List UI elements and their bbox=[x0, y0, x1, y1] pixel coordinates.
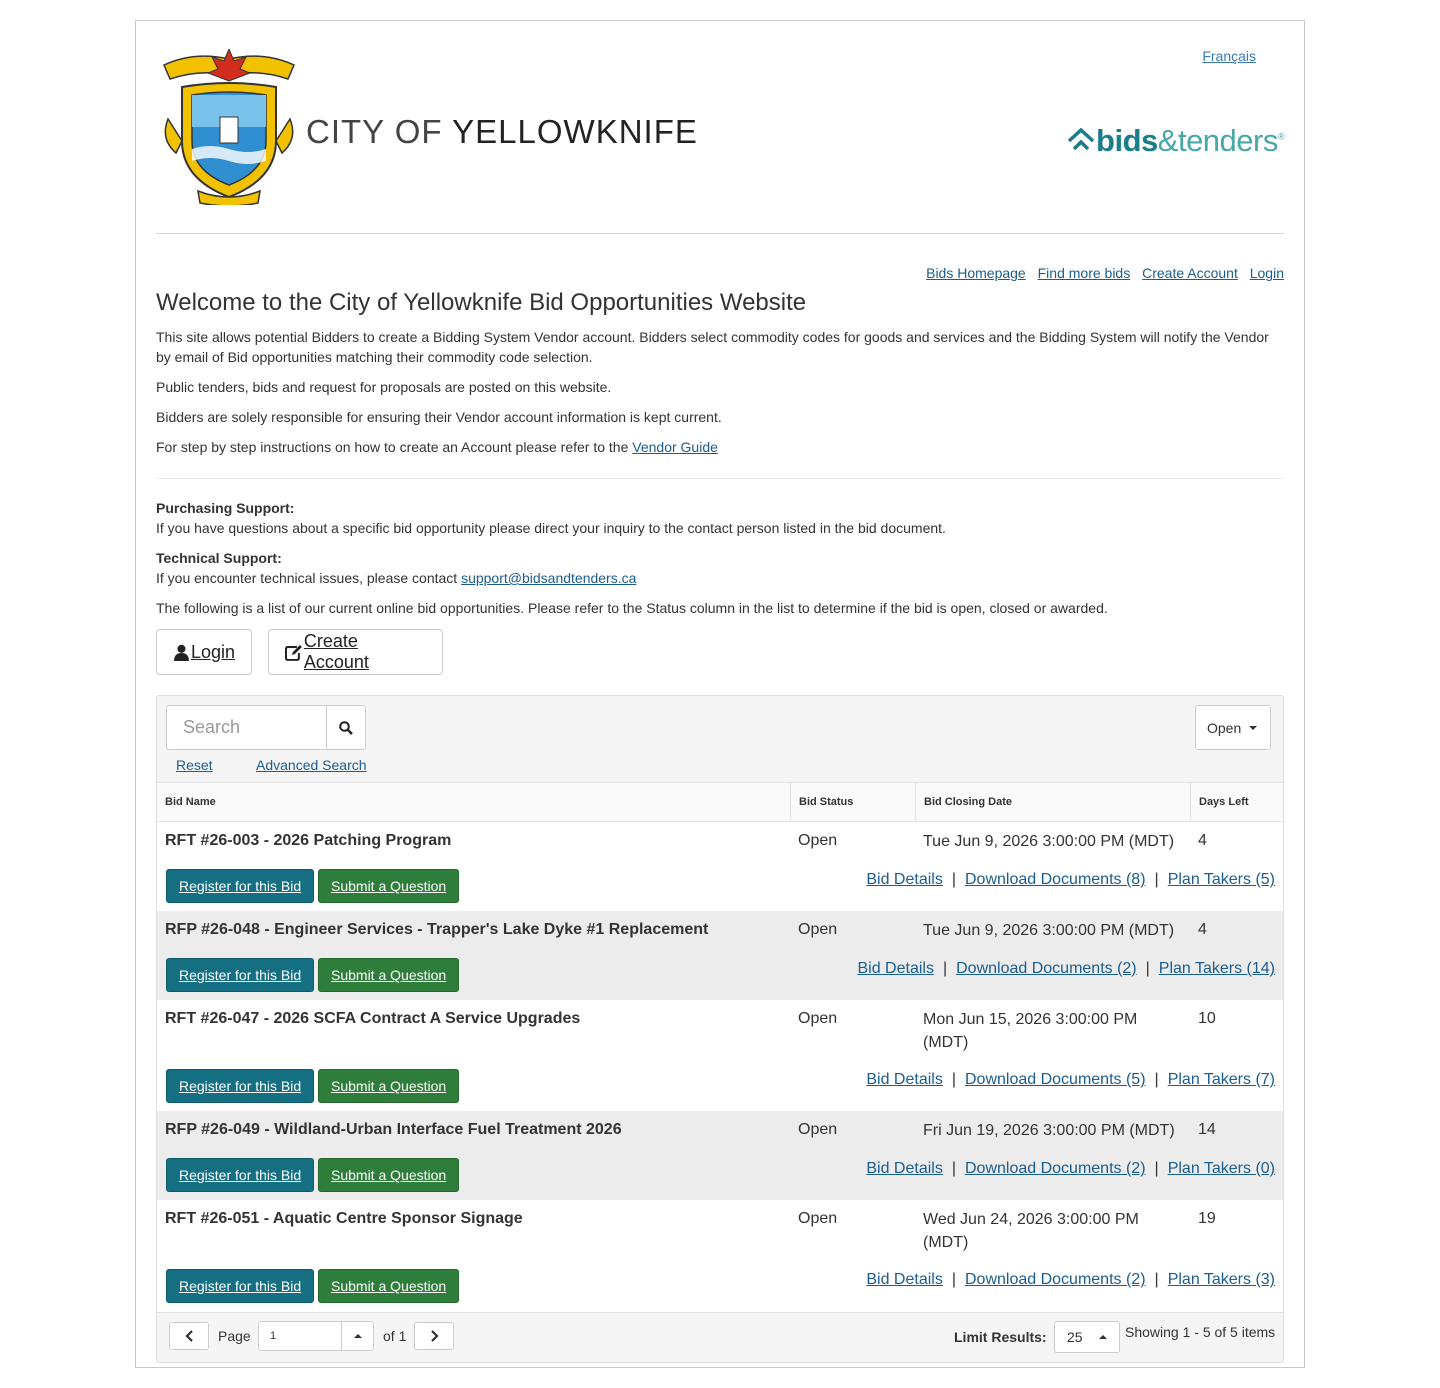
city-title-prefix: CITY OF bbox=[306, 113, 443, 150]
bid-details-link[interactable]: Bid Details bbox=[866, 1160, 943, 1177]
table-row bbox=[157, 822, 1283, 911]
download-documents-link[interactable]: Download Documents (8) bbox=[965, 871, 1146, 888]
reset-link[interactable]: Reset bbox=[176, 757, 213, 773]
download-documents-link[interactable]: Download Documents (2) bbox=[965, 1271, 1146, 1288]
col-days-left[interactable]: Days Left bbox=[1190, 783, 1283, 821]
nav-find-more-bids[interactable]: Find more bids bbox=[1037, 265, 1131, 281]
register-bid-button[interactable]: Register for this Bid bbox=[166, 958, 314, 992]
bids-tenders-logo bbox=[1066, 121, 1284, 161]
bid-details-link[interactable]: Bid Details bbox=[866, 1271, 943, 1288]
bids-tenders-chevron-icon bbox=[1066, 128, 1096, 154]
bid-status: Open bbox=[798, 1210, 838, 1227]
bid-closing-date: Mon Jun 15, 2026 3:00:00 PM (MDT) bbox=[923, 1011, 1138, 1051]
user-icon bbox=[173, 644, 190, 661]
intro-paragraph-4 bbox=[156, 437, 718, 457]
search-input[interactable]: Search bbox=[166, 705, 326, 750]
bid-name: RFT #26-003 - 2026 Patching Program bbox=[165, 832, 452, 849]
bid-details-link[interactable]: Bid Details bbox=[866, 871, 943, 888]
next-page-button[interactable] bbox=[414, 1322, 454, 1350]
submit-question-button[interactable]: Submit a Question bbox=[318, 1069, 459, 1103]
search-icon bbox=[339, 721, 353, 735]
page-title: Welcome to the City of Yellowknife Bid Opportunities Website bbox=[156, 289, 807, 316]
vendor-guide-link[interactable]: Vendor Guide bbox=[632, 439, 718, 455]
chevron-left-icon bbox=[185, 1330, 194, 1342]
plan-takers-link[interactable]: Plan Takers (7) bbox=[1167, 1071, 1275, 1088]
table-row bbox=[157, 1000, 1283, 1111]
col-bid-status[interactable]: Bid Status bbox=[790, 783, 915, 821]
bid-closing-date: Tue Jun 9, 2026 3:00:00 PM (MDT) bbox=[923, 922, 1175, 939]
login-button[interactable] bbox=[156, 629, 252, 675]
bid-details-link[interactable]: Bid Details bbox=[866, 1071, 943, 1088]
bid-days-left: 10 bbox=[1198, 1010, 1216, 1027]
prev-page-button[interactable] bbox=[169, 1322, 209, 1350]
download-documents-link[interactable]: Download Documents (2) bbox=[956, 960, 1137, 977]
page-frame bbox=[135, 20, 1305, 1368]
table-header bbox=[157, 782, 1283, 822]
page-content bbox=[156, 21, 1284, 1345]
brand-logo-mark: ® bbox=[1277, 131, 1284, 142]
technical-support-text bbox=[156, 568, 636, 588]
bid-name: RFT #26-047 - 2026 SCFA Contract A Service Upgrades bbox=[165, 1010, 581, 1027]
bid-links: Bid Details | Download Documents (2) | Plan Takers (0) bbox=[866, 1160, 1275, 1177]
technical-support-heading: Technical Support: bbox=[156, 550, 282, 566]
bid-status: Open bbox=[798, 1121, 838, 1138]
section-divider bbox=[156, 478, 1284, 479]
status-filter-value: Open bbox=[1207, 719, 1242, 736]
page-count-label: of 1 bbox=[383, 1328, 407, 1344]
bid-name: RFP #26-049 - Wildland-Urban Interface Fuel Treatment 2026 bbox=[165, 1121, 622, 1138]
submit-question-button[interactable]: Submit a Question bbox=[318, 958, 459, 992]
bid-details-link[interactable]: Bid Details bbox=[857, 960, 934, 977]
bid-links: Bid Details | Download Documents (8) | Plan Takers (5) bbox=[866, 871, 1275, 888]
submit-question-button[interactable]: Submit a Question bbox=[318, 869, 459, 903]
caret-up-icon bbox=[354, 1334, 362, 1338]
create-account-button-label: Create Account bbox=[303, 631, 369, 672]
showing-count: Showing 1 - 5 of 5 items bbox=[1125, 1324, 1276, 1340]
search-button[interactable] bbox=[326, 705, 366, 750]
status-filter-dropdown[interactable] bbox=[1195, 705, 1271, 750]
create-account-button[interactable] bbox=[268, 629, 443, 675]
bid-status: Open bbox=[798, 832, 838, 849]
city-crest-logo bbox=[158, 49, 300, 205]
bid-closing-date: Fri Jun 19, 2026 3:00:00 PM (MDT) bbox=[923, 1122, 1175, 1139]
bid-links: Bid Details | Download Documents (5) | Plan Takers (7) bbox=[866, 1071, 1275, 1088]
submit-question-button[interactable]: Submit a Question bbox=[318, 1158, 459, 1192]
bids-panel bbox=[156, 695, 1284, 1363]
page-number-input[interactable] bbox=[258, 1321, 374, 1351]
limit-results-label: Limit Results: bbox=[954, 1329, 1047, 1345]
brand-logo-sep: & bbox=[1157, 123, 1178, 158]
bid-days-left: 4 bbox=[1198, 832, 1207, 849]
bid-name: RFT #26-051 - Aquatic Centre Sponsor Signage bbox=[165, 1210, 523, 1227]
city-title bbox=[306, 113, 698, 151]
table-row bbox=[157, 1111, 1283, 1200]
plan-takers-link[interactable]: Plan Takers (3) bbox=[1167, 1271, 1275, 1288]
plan-takers-link[interactable]: Plan Takers (14) bbox=[1158, 960, 1275, 977]
table-row bbox=[157, 1200, 1283, 1312]
top-nav bbox=[918, 265, 1284, 281]
city-title-name: YELLOWKNIFE bbox=[452, 113, 698, 150]
advanced-search-link[interactable]: Advanced Search bbox=[256, 757, 367, 773]
support-email-link[interactable]: support@bidsandtenders.ca bbox=[461, 570, 637, 586]
col-bid-name[interactable]: Bid Name bbox=[165, 796, 216, 808]
intro-paragraph-3: Bidders are solely responsible for ensuring their Vendor account information is kept current. bbox=[156, 409, 722, 425]
bid-days-left: 4 bbox=[1198, 921, 1207, 938]
col-bid-closing-date[interactable]: Bid Closing Date bbox=[915, 783, 1190, 821]
technical-support-prefix: If you encounter technical issues, please contact bbox=[156, 570, 462, 586]
bid-closing-date: Tue Jun 9, 2026 3:00:00 PM (MDT) bbox=[923, 833, 1175, 850]
download-documents-link[interactable]: Download Documents (2) bbox=[965, 1160, 1146, 1177]
page-stepper[interactable] bbox=[341, 1322, 373, 1350]
bid-status: Open bbox=[798, 921, 838, 938]
submit-question-button[interactable]: Submit a Question bbox=[318, 1269, 459, 1303]
bid-links: Bid Details | Download Documents (2) | Plan Takers (14) bbox=[857, 960, 1275, 977]
brand-logo-main: bids bbox=[1096, 123, 1158, 158]
bid-status: Open bbox=[798, 1010, 838, 1027]
register-bid-button[interactable]: Register for this Bid bbox=[166, 1158, 314, 1192]
bid-name: RFP #26-048 - Engineer Services - Trapper's Lake Dyke #1 Replacement bbox=[165, 921, 709, 938]
intro-paragraph-2: Public tenders, bids and request for proposals are posted on this website. bbox=[156, 379, 612, 395]
language-toggle-link[interactable]: Français bbox=[1202, 48, 1256, 64]
download-documents-link[interactable]: Download Documents (5) bbox=[965, 1071, 1146, 1088]
page-number-value: 1 bbox=[270, 1330, 277, 1342]
purchasing-support-heading: Purchasing Support: bbox=[156, 500, 295, 516]
page-label: Page bbox=[218, 1328, 251, 1344]
plan-takers-link[interactable]: Plan Takers (0) bbox=[1167, 1160, 1275, 1177]
caret-down-icon bbox=[1249, 726, 1257, 730]
table-row bbox=[157, 911, 1283, 1000]
brand-logo-rest: tenders bbox=[1177, 123, 1278, 158]
caret-up-icon bbox=[1099, 1335, 1107, 1339]
limit-results-select[interactable] bbox=[1054, 1321, 1120, 1353]
chevron-right-icon bbox=[430, 1330, 439, 1342]
plan-takers-link[interactable]: Plan Takers (5) bbox=[1167, 871, 1275, 888]
vendor-guide-prefix: For step by step instructions on how to create an Account please refer to the bbox=[156, 439, 633, 455]
nav-bids-homepage[interactable]: Bids Homepage bbox=[926, 265, 1026, 281]
bid-closing-date: Wed Jun 24, 2026 3:00:00 PM (MDT) bbox=[923, 1211, 1139, 1251]
nav-create-account[interactable]: Create Account bbox=[1142, 265, 1238, 281]
bid-list-note: The following is a list of our current online bid opportunities. Please refer to the Status column in the list to determine if the bid is open, closed or awarded. bbox=[156, 600, 1108, 616]
register-bid-button[interactable]: Register for this Bid bbox=[166, 869, 314, 903]
bid-links: Bid Details | Download Documents (2) | Plan Takers (3) bbox=[866, 1271, 1275, 1288]
login-button-label: Login bbox=[190, 641, 235, 662]
register-bid-button[interactable]: Register for this Bid bbox=[166, 1069, 314, 1103]
site-header bbox=[156, 21, 1284, 234]
purchasing-support-text: If you have questions about a specific bid opportunity please direct your inquiry to the contact person listed in the bid document. bbox=[156, 520, 946, 536]
register-bid-button[interactable]: Register for this Bid bbox=[166, 1269, 314, 1303]
bid-days-left: 14 bbox=[1198, 1121, 1216, 1138]
limit-results-value: 25 bbox=[1067, 1329, 1083, 1345]
bid-days-left: 19 bbox=[1198, 1210, 1216, 1227]
nav-login[interactable]: Login bbox=[1249, 265, 1284, 281]
pagination-bar bbox=[157, 1312, 1283, 1362]
intro-paragraph-1: This site allows potential Bidders to create a Bidding System Vendor account. Bidders select commodity codes for goods and services and the Bidding System will notify the Vendor by email of Bid opportunities matching their commodity code selection. bbox=[156, 329, 1269, 365]
edit-icon bbox=[285, 644, 303, 661]
